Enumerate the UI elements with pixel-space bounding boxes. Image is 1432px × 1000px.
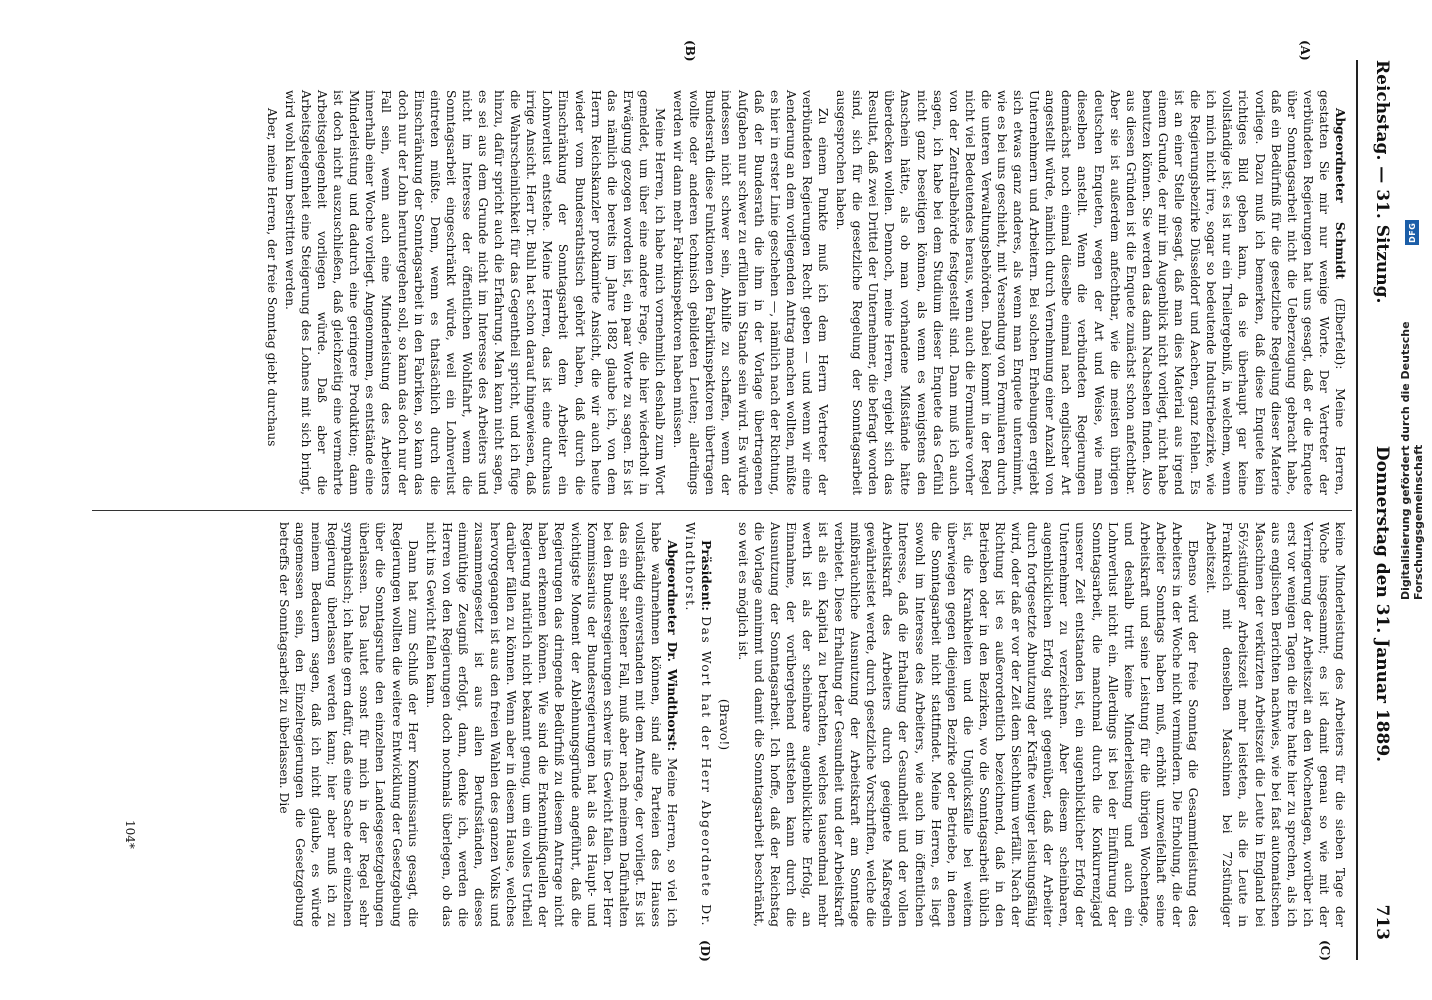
applause-note: (Bravo!) <box>717 698 732 751</box>
credit-text: Digitalisierung gefördert durch die Deutsche Forschungsgemeinschaft <box>1399 321 1425 600</box>
paragraph-schmidt <box>833 90 1348 495</box>
paragraph-text: Ebenso wird der freie Sonntag die Gesammtleistung des Arbeiters in der Woche nicht vermindern. Die Erholung, die der Arbeiter Sonntags haben muß, erhöht unzweifelhaft seine Arbeitskraft und seine Leistung für die übrigen Wochentage, und deshalb tritt keine Minderleistung und auch ein Lohnverlust nicht ein. Allerdings ist bei der Einführung der Sonntagsarbeit, die manchmal durch die Konkurrenzjagd unserer Zeit entstanden ist, ein augenblicklicher Erfolg der Unternehmer zu verzeichnen. Aber diesem scheinbaren, augenblicklichen Erfolg steht gegenüber, daß der Arbeiter durch fortgesetzte Abnutzung der Kräfte weniger leistungsfähig wird, oder daß er vor der Zeit dem Siechthum verfällt. Nach der Richtung ist es außerordentlich bezeichnend, daß in den Betrieben oder in den Bezirken, wo die Sonntagsarbeit üblich ist, die Krankheiten und die Unglücksfälle bei weitem überwiegen gegen diejenigen Bezirke oder Betriebe, in denen die Sonntagsarbeit nicht stattfindet. Meine Herren, es liegt sowohl im Interesse des Arbeiters, wie auch im öffentlichen Interesse, daß die Erhaltung der Gesundheit und der vollen Arbeitskraft des Arbeiters durch geeignete Maßregeln gewährleistet werde, durch gesetzliche Vorschriften, welche die mißbräuchliche Ausnutzung der Arbeitskraft am Sonntage verbietet. Diese Erhaltung der Gesundheit und der Arbeitskraft ist als ein Kapital zu betrachten, welches tausendmal mehr werth ist als der scheinbare augenblickliche Erfolg, an Einnahme, der vorübergehend entstehen kann durch die Ausnutzung der Sonntagsarbeit. Ich hoffe, daß der Reichstag die Vorlage annimmt und damit die Sonntagsarbeit beschränkt, so weit es möglich ist. <box>735 522 1201 927</box>
header-rule <box>1356 60 1358 960</box>
paragraph-text: (Elberfeld): Meine Herren, gestatten Sie mir nur wenige Worte. Der Vertreter der verbündeten Regierungen hat uns gesagt, daß er die Enquete über Sonntagsarbeit nicht die Ueberzeugung gebracht habe, daß ein Bedürfniß für die gesetzliche Regelung dieser Materie vorliege. Dazu muß ich bemerken, daß diese Enquete kein richtiges Bild geben kann, da sie überhaupt gar keine vollständige ist; es ist nur ein Theilergebniß, in welchem, wenn ich mich nicht irre, sogar so bedeutende Industriebezirke, wie die Regierungsbezirke Düsseldorf und Aachen, ganz fehlen. Es ist an einer Stelle gesagt, daß man dies Material aus irgend einem Grunde, der mir im Augenblick nicht vorliegt, nicht habe benutzen können. Sie werden das dann Nachsehen finden. Also aus diesen Gründen ist die Enquete zunächst schon anfechtbar. Aber sie ist außerdem anfechtbar, wie die meisten übrigen deutschen Enqueten, wegen der Art und Weise, wie man dieselben anstellt. Wenn die verbündeten Regierungen demnächst noch einmal dieselbe einmal nach englischer Art angestellt würde, nämlich durch Vernehmung einer Anzahl von Unternehmern und Arbeitern. Bei solchen Erhebungen ergiebt sich etwas ganz anderes, als wenn man Enquete unternimmt, wie es bei uns geschieht, mit Versendung von Formularen durch die unteren Verwaltungsbehörden. Dabei kommt in der Regel nicht viel Bedeutendes heraus, wenn auch die Formulare vorher von der Zentralbehörde festgestellt sind. Dann muß ich auch sagen, ich habe bei dem Studium dieser Enquete das Gefühl nicht ganz beseitigen können, als wenn es wenigstens den Anschein hätte, als ob man vorhandene Mißstände hätte überdecken wollen. Dennoch, meine Herren, ergiebt sich das Resultat, daß zwei Drittel der Unternehmer, die befragt worden sind, sich für die gesetzliche Regelung der Sonntagsarbeit ausgesprochen haben. <box>834 90 1347 495</box>
paragraph-text: Zu einem Punkte muß ich dem Herrn Vertreter der verbündeten Regierungen Recht geben — und wenn wir eine Aenderung an dem vorliegenden Antrag machen wollten, müßte es hier in erster Linie geschehen —, nämlich nach der Richtung, daß der Bundesrath die ihm in der Vorlage übertragenen Aufgaben nur schwer zu erfüllen im Stande sein wird. Es würde indessen nicht schwer sein, Abhilfe zu schaffen, wenn der Bundesrath diese Funktionen den Fabrikinspektoren übertragen wollte oder anderen technisch gebildeten Leuten; allerdings werden wir dann mehr Fabrikinspektoren haben müssen. <box>671 90 830 495</box>
margin-marker-b: (B) <box>683 40 697 62</box>
margin-marker-d: (D) <box>698 940 712 962</box>
speaker-name: Präsident: <box>699 540 715 611</box>
header-date: Donnerstag den 31. Januar 1889. <box>1372 445 1392 763</box>
paragraph-windthorst <box>423 522 681 927</box>
paragraph-text: keine Minderleistung des Arbeiters für die sieben Tage der Woche insgesammt; es ist damit genau so wie mit der Verringerung der Arbeitszeit an den Wochentagen, worüber ich erst vor wenigen Tagen die Ehre hatte hier zu sprechen, als ich aus englischen Berichten nachwies, wie bei fast automatischen Maschinen der verkürzten Arbeitszeit die Leute in England bei 56½stündiger Arbeitszeit mehr leisteten, als die Leute in Frankreich mit denselben Maschinen bei 72stündiger Arbeitszeit. <box>1204 522 1347 927</box>
speaker-name: Abgeordneter Dr. Windthorst: <box>665 540 681 752</box>
right-column <box>274 522 1348 927</box>
paragraph-text: Das Wort hat der Herr Abgeordnete Dr. Windthorst. <box>683 522 714 927</box>
header-session: Reichstag. — 31. Sitzung. <box>1372 60 1392 304</box>
page-number: 713 <box>1372 904 1392 940</box>
signature-mark: 104* <box>123 820 137 849</box>
paragraph-president <box>682 522 714 927</box>
column-divider <box>92 510 1352 511</box>
margin-marker-a: (A) <box>1298 40 1312 61</box>
digitization-credit <box>1400 220 1424 600</box>
paragraph-text: Meine Herren, so viel ich habe wahrnehmen können, sind alle Parteien des Hauses vollständig einverstanden mit dem Antrage, der vorliegt. Es ist das ein sehr seltener Fall, muß aber nach meinem Dafürhalten bei den Bundesregierungen schwer ins Gewicht fallen. Der Herr Kommissarius der Bundesregierungen hat als das Haupt- und wichtigste Moment der Ablehnungsgründe angeführt, daß die Regierungen das dringende Bedürfniß zu diesem Antrage nicht haben erkennen können. Wie sind die Erkenntnißquellen der Regierung natürlich nicht bekannt genug, um ein volles Urtheil darüber fällen zu können. Wenn aber in diesem Hause, welches hervorgegangen ist aus den freien Wahlen des ganzen Volks und zusammengesetzt ist aus allen Berufsständen, dieses einmüthige Zeugniß erfolgt, dann, denke ich, werden die Herren von den Regierungen doch nochmals überlegen, ob das nicht ins Gewicht fallen kann. <box>423 522 680 927</box>
paragraph-text: Aber, meine Herren, der freie Sonntag giebt durchaus <box>264 108 279 447</box>
paragraph-text: Dann hat zum Schluß der Herr Kommissarius gesagt, die Regierungen wollten die weitere Entwicklung der Gesetzgebung über die Sonntagsruhe den einzelnen Landesgesetzgebungen überlassen. Das lautet sonst für mich in der Regel sehr sympathisch; ich halte gern dafür, daß eine Sache der einzelnen Regierung überlassen werden kann; hier aber muß ich zu meinem Bedauern sagen, daß ich nicht glaube, es würde angemessen sein, den Einzelregierungen die Gesetzgebung betreffs der Sonntagsarbeit zu überlassen. Die <box>276 522 420 927</box>
margin-marker-c: (C) <box>1318 940 1332 961</box>
left-column <box>262 90 1348 495</box>
dfg-logo: DFG <box>1405 220 1419 245</box>
page-header <box>1364 60 1392 940</box>
paragraph-text: Meine Herren, ich habe mich vornehmlich deshalb zum Wort gemeldet, um über eine andere Frage, die hier wiederholt in Erwägung gezogen worden ist, ein paar Worte zu sagen. Es ist das nämlich die bereits im Jahre 1882 glaube ich, von dem Herrn Reichskanzler proklamirte Ansicht, die wir auch heute wieder vom Bundesrathstisch gehört haben, daß durch die Einschränkung der Sonntagsarbeit dem Arbeiter ein Lohnverlust entstehe. Meine Herren, das ist eine durchaus irrige Ansicht. Herr Dr. Buhl hat schon darauf hingewiesen, daß die Wahrscheinlichkeit für das Gegentheil spricht, und ich füge hinzu, dafür spricht auch die Erfahrung. Man kann nicht sagen, es sei aus dem Grunde nicht im Interesse des Arbeiters und nicht im Interesse der öffentlichen Wohlfahrt, wenn die Sonntagsarbeit eingeschränkt würde, weil ein Lohnverlust eintreten müßte. Denn, wenn es thatsächlich durch die Einschränkung der Sonntagsarbeit in den Fabriken, so kann das doch nur der Lohn heruntergehen soll, so kann das doch nur der Fall sein, wenn auch eine Minderleistung des Arbeiters innerhalb einer Woche vorliegt. Angenommen, es entstände eine Minderleistung und dadurch eine geringere Produktion; dann ist doch nicht auszuschließen, daß gleichzeitig eine vermehrte Arbeitsgelegenheit vorliegen würde. Daß aber die Arbeitsgelegenheit eine Steigerung des Lohnes mit sich bringt, wird wohl kaum bestritten werden. <box>282 90 668 495</box>
speaker-name: Abgeordneter Schmidt <box>1333 108 1348 280</box>
